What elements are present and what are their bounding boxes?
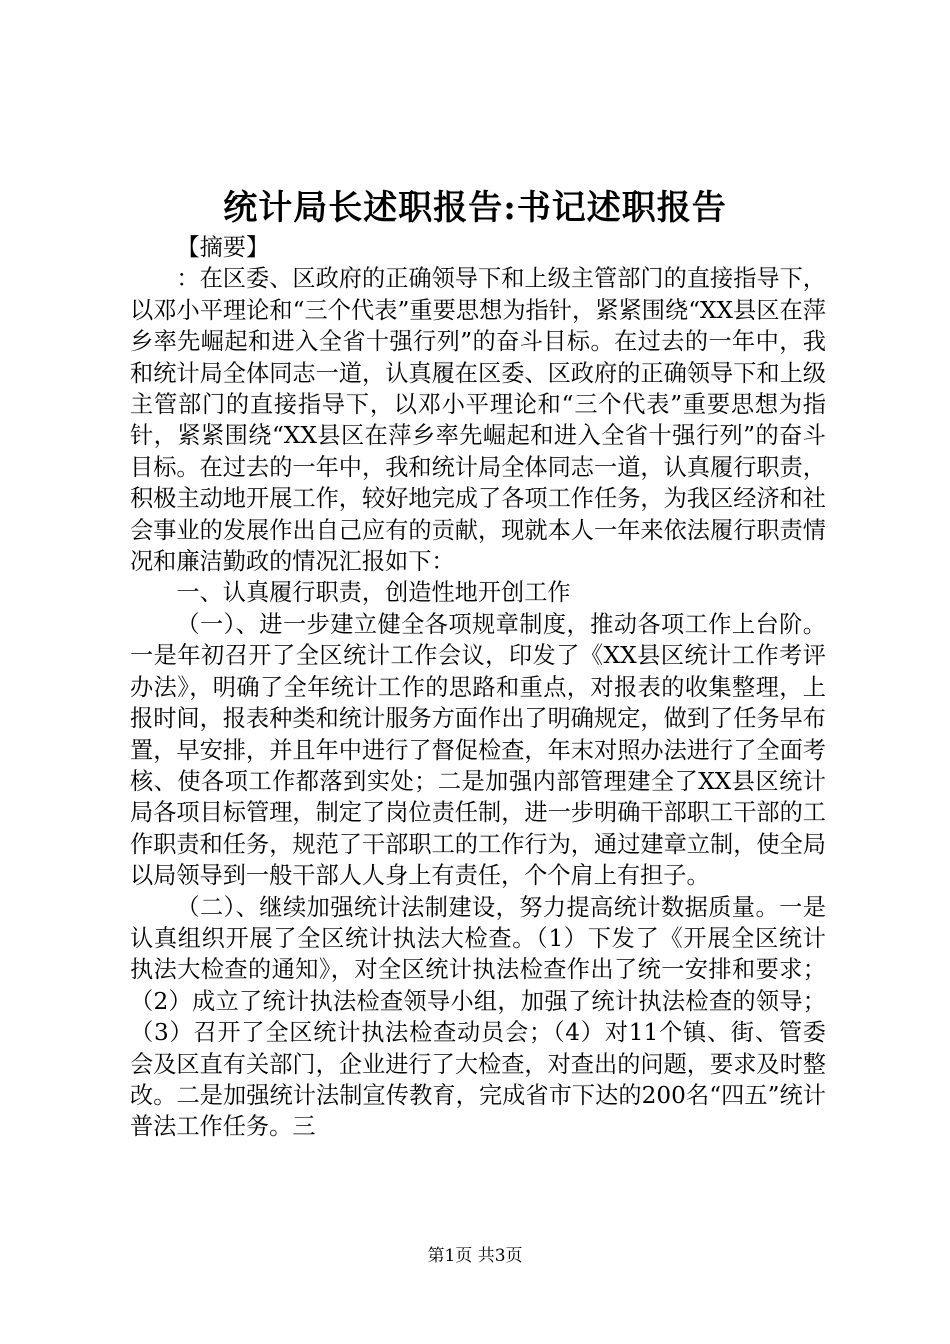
section-heading-1: 一、认真履行职责，创造性地开创工作 [176,579,571,607]
document-body [130,232,826,1143]
paragraph-section-1-1: （一）、进一步建立健全各项规章制度，推动各项工作上台阶。一是年初召开了全区统计工作会议，印发了《XX县区统计工作考评办法》，明确了全年统计工作的思路和重点，对报表的收集整理，上报时间，报表种类和统计服务方面作出了明确规定，做到了任务早布置，早安排，并且年中进行了督促检查，年末对照办法进行了全面考核、使各项工作都落到实处；二是加强内部管理建全了XX县区统计局各项目标管理，制定了岗位责任制，进一步明确干部职工干部的工作职责和任务，规范了干部职工的工作行为，通过建章立制，使全局以局领导到一般干部人人身上有责任，个个肩上有担子。 [130,610,826,890]
abstract-heading: 【摘要】 [176,234,270,261]
paragraph-intro: ：在区委、区政府的正确领导下和上级主管部门的直接指导下，以邓小平理论和“三个代表”重要思想为指针，紧紧围绕“XX县区在萍乡率先崛起和进入全省十强行列”的奋斗目标。在过去的一年中，我和统计局全体同志一道，认真履在区委、区政府的正确领导下和上级主管部门的直接指导下，以邓小平理论和“三个代表”重要思想为指针，紧紧围绕“XX县区在萍乡率先崛起和进入全省十强行列”的奋斗目标。在过去的一年中，我和统计局全体同志一道，认真履行职责，积极主动地开展工作，较好地完成了各项工作任务，为我区经济和社会事业的发展作出自己应有的贡献，现就本人一年来依法履行职责情况和廉洁勤政的情况汇报如下： [130,265,826,576]
document-title: 统计局长述职报告:书记述职报告 [223,188,727,228]
paragraph-section-1-2: （二）、继续加强统计法制建设，努力提高统计数据质量。一是认真组织开展了全区统计执法大检查。（1）下发了《开展全区统计执法大检查的通知》，对全区统计执法检查作出了统一安排和要求；（2）成立了统计执法检查领导小组，加强了统计执法检查的领导；（3）召开了全区统计执法检查动员会；（4）对11个镇、街、管委会及区直有关部门，企业进行了大检查，对查出的问题，要求及时整改。二是加强统计法制宣传教育，完成省市下达的200名“四五”统计普法工作任务。三 [130,893,826,1141]
page-number-footer: 第1页 共3页 [427,1246,523,1266]
